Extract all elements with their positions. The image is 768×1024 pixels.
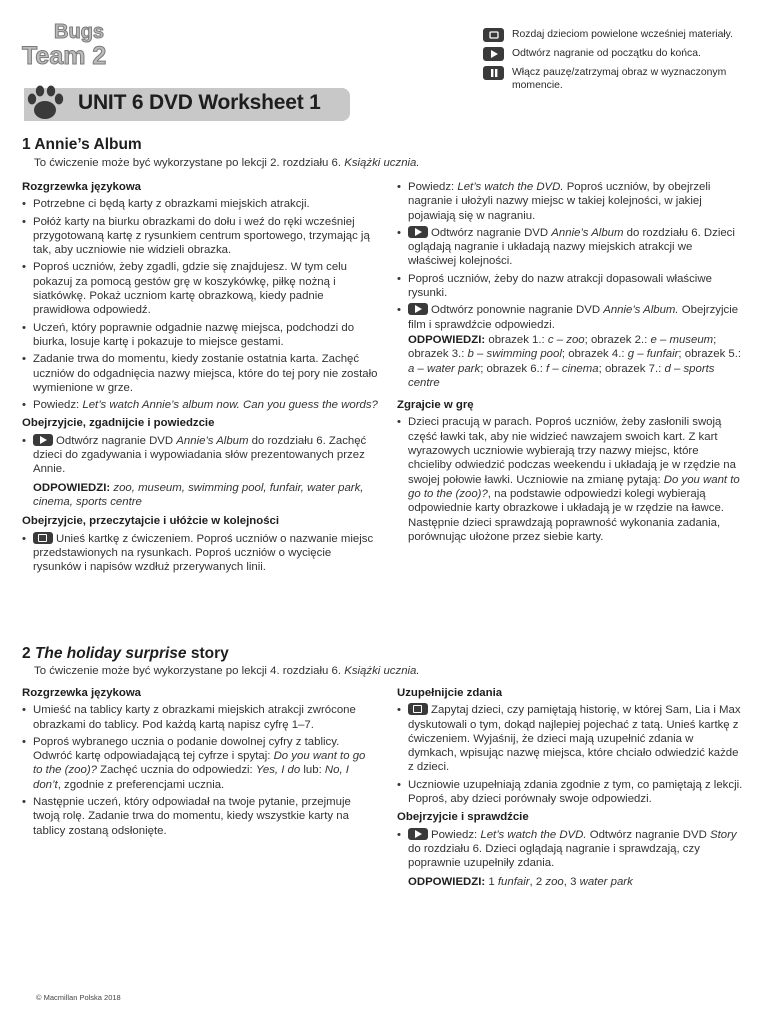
italic-text: funfair: [497, 875, 530, 888]
list-item: [397, 226, 743, 269]
text: Zachęć ucznia do odpowiedzi:: [96, 764, 256, 777]
italic-text: e – museum: [650, 333, 714, 346]
list-item: [22, 532, 378, 575]
legend-row: [483, 47, 753, 61]
legend-text: Włącz pauzę/zatrzymaj obraz w wyznaczonym momencie.: [512, 67, 727, 91]
section-1-intro: [34, 157, 420, 169]
play-icon: [408, 303, 428, 315]
italic-text: Story: [710, 828, 737, 841]
card-icon: [483, 28, 504, 42]
intro-book: Książki ucznia.: [344, 157, 420, 169]
legend-row: [483, 66, 753, 92]
section-title: Annie’s Album: [34, 136, 142, 153]
list-item: • Poproś uczniów, żeby do nazw atrakcji dopasowali właściwe rysunki.: [397, 272, 743, 301]
italic-text: d – sports centre: [408, 362, 715, 389]
logo-line1: Bugs: [54, 21, 104, 43]
card-icon: [33, 532, 53, 544]
text: , zgodnie z preferencjami ucznia.: [57, 778, 225, 791]
text: Odtwórz ponownie nagranie DVD: [431, 304, 604, 317]
text: Powiedz:: [408, 181, 458, 193]
text: , na podstawie odpowiedzi kolegi wybierają odpowiednie karty obrazkowe i układają je w rzędzie na ławce. Następnie dzieci sprawdzają poprawność wykonania zadania, porównując ułożone przez siebie karty.: [408, 487, 724, 543]
text: obrazek 1.:: [485, 333, 548, 346]
text: Poproś uczniów, by obejrzeli nagranie i ułożyli nazwy miejsc w takiej kolejności, w jakiej pojawiają się w nagraniu.: [408, 181, 711, 222]
fill-list: [397, 703, 743, 806]
section-1-left-column: [22, 180, 378, 578]
list-item: • Umieść na tablicy karty z obrazkami miejskich atrakcji zwrócone obrazkami do tablicy. Pod każdą kartą napisz cyfrę 1–7.: [22, 703, 378, 732]
order-list: [22, 532, 378, 575]
game-list: [397, 415, 743, 544]
watch-order-list: [397, 180, 743, 332]
list-item: • Potrzebne ci będą karty z obrazkami miejskich atrakcji.: [22, 197, 378, 211]
legend-row: [483, 28, 753, 42]
section-title-italic: The holiday surprise: [34, 645, 187, 662]
answers-2: [408, 333, 743, 390]
italic-text: f – cinema: [546, 362, 599, 375]
section-title: story: [186, 645, 229, 662]
italic-text: Let’s watch Annie’s album now. Can you guess the words?: [82, 399, 378, 412]
section-2-heading: [22, 645, 229, 663]
text: ; obrazek 6.:: [480, 362, 547, 375]
page-title: UNIT 6 DVD Worksheet 1: [78, 91, 321, 114]
section-number: 1: [22, 136, 31, 153]
legend-text: Rozdaj dzieciom powielone wcześniej materiały.: [512, 29, 733, 40]
copyright-footer: © Macmillan Polska 2018: [36, 993, 121, 1002]
text: do rozdziału 6. Dzieci oglądają nagranie i sprawdzają, czy poprawnie uzupełniły zdania.: [408, 842, 700, 870]
subheading-order: Obejrzyjcie, przeczytajcie i ułóżcie w kolejności: [22, 515, 280, 528]
italic-text: Do you want to go to the (zoo)?: [408, 473, 740, 500]
list-item: • Zadanie trwa do momentu, kiedy zostanie ostatnia karta. Zachęć uczniów do odgadnięcia nazwy miejsca, które do tej pory nie zostało wymienione w grze.: [22, 352, 378, 395]
intro-text: To ćwiczenie może być wykorzystane po lekcji 4. rozdziału 6.: [34, 665, 342, 677]
list-item: [22, 735, 378, 792]
italic-text: Do you want to go to the (zoo)?: [33, 750, 366, 777]
paw-icon: [24, 82, 66, 124]
warmup-list: [22, 703, 378, 838]
italic-text: Yes, I do: [255, 764, 301, 777]
section-2-intro: [34, 665, 420, 677]
answers-label: ODPOWIEDZI:: [33, 481, 111, 494]
answers-label: ODPOWIEDZI:: [408, 875, 486, 888]
list-item: [397, 303, 743, 332]
text: Odtwórz nagranie DVD: [56, 434, 177, 447]
play-icon: [483, 47, 504, 61]
section-number: 2: [22, 645, 31, 662]
list-item: [22, 398, 378, 412]
play-icon: [408, 828, 428, 840]
italic-text: Let’s watch the DVD.: [457, 181, 564, 193]
text: lub:: [300, 764, 325, 777]
text: , 2: [529, 875, 546, 888]
italic-text: zoo: [545, 875, 564, 888]
list-item: • Uczeń, który poprawnie odgadnie nazwę miejsca, podchodzi do biurka, losuje kartę i pokazuje to miejsce gestami.: [22, 321, 378, 350]
subheading-warmup: Rozgrzewka językowa: [22, 687, 142, 699]
text: Zapytaj dzieci, czy pamiętają historię, w której Sam, Lia i Max dyskutowali o tym, dokąd najlepiej pojechać z tatą. Unieś kartkę z ćwiczeniem. Wyjaśnij, że dzieci mają uzupełnić zdania w dymkach, wpisując nazwę miejsca, które chciało odwiedzić każde z dzieci.: [408, 704, 741, 774]
list-item: • Połóż karty na biurku obrazkami do dołu i weź do ręki wcześniej przygotowaną kartę z rysunkiem centrum sportowego, trzymając ją tak, aby uczniowie nie widzieli obrazka.: [22, 215, 378, 258]
italic-text: Annie’s Album: [551, 226, 624, 239]
legend-text: Odtwórz nagranie od początku do końca.: [512, 48, 701, 59]
text: 1: [485, 875, 498, 888]
list-item: [397, 703, 743, 774]
text: Obejrzyjcie film i sprawdźcie odpowiedzi.: [408, 304, 739, 331]
list-item: • Następnie uczeń, który odpowiadał na twoje pytanie, przejmuje twoją rolę. Zadanie trwa do momentu, kiedy wszystkie karty na tablicy zostaną odsłonięte.: [22, 795, 378, 838]
italic-text: a – water park: [408, 362, 481, 375]
logo-line2: Team 2: [22, 42, 107, 70]
subheading-game: Zgrajcie w grę: [397, 399, 474, 412]
text: do rozdziału 6. Dzieci oglądają nagranie i układają nazwy miejskich atrakcji we właściwej kolejności.: [408, 226, 735, 268]
text: ; obrazek 5.:: [678, 348, 742, 361]
play-icon: [33, 434, 53, 446]
italic-text: g – funfair: [627, 348, 679, 361]
italic-text: Annie’s Album: [176, 434, 249, 447]
subheading-watch-guess: Obejrzyjcie, zgadnijcie i powiedzcie: [22, 417, 215, 430]
text: ; obrazek 4.:: [561, 348, 628, 361]
text: ; obrazek 7.:: [598, 362, 665, 375]
italic-text: c – zoo: [547, 333, 585, 346]
text: , 3: [563, 875, 580, 888]
section-1-heading: [22, 136, 142, 154]
section-2-left-column: [22, 686, 378, 842]
section-2-right-column: [397, 686, 743, 894]
card-icon: [408, 703, 428, 715]
answers-label: ODPOWIEDZI:: [408, 333, 486, 346]
intro-text: To ćwiczenie może być wykorzystane po lekcji 2. rozdziału 6.: [34, 157, 342, 169]
italic-text: Let’s watch the DVD.: [480, 828, 587, 841]
check-list: [397, 828, 743, 871]
warmup-list: [22, 197, 378, 412]
list-item: • Poproś uczniów, żeby zgadli, gdzie się znajdujesz. W tym celu pokazuj za pomocą gestów grę w koszykówkę, piłkę nożną i siatkówkę. Pokaż uczniom kartę obrazkową, kiedy padnie prawidłowa odpowiedź.: [22, 260, 378, 317]
text: Unieś kartkę z ćwiczeniem. Poproś uczniów o nazwanie miejsc przedstawionych na rysunkach. Poproś uczniów o wycięcie rysunków i napisów wzdłuż przerywanych linii.: [33, 532, 374, 574]
bugs-team-logo: [20, 18, 138, 74]
subheading-check: Obejrzyjcie i sprawdźcie: [397, 811, 529, 824]
text: Poproś wybranego ucznia o podanie dowolnej cyfry z tablicy. Odwróć kartę odpowiadającą tej cyfrze i spytaj:: [33, 735, 340, 763]
watch-list: [22, 434, 378, 477]
list-item: [22, 434, 378, 477]
list-item: [397, 415, 743, 544]
subheading-warmup: Rozgrzewka językowa: [22, 181, 142, 193]
text: Odtwórz nagranie DVD: [586, 828, 710, 841]
italic-text: No, I don’t: [33, 764, 349, 791]
italic-text: water park: [579, 875, 633, 888]
answers-text: zoo, museum, swimming pool, funfair, water park, cinema, sports centre: [33, 481, 364, 508]
list-item: • Uczniowie uzupełniają zdania zgodnie z tym, co pamiętają z lekcji. Poproś, aby dzieci porównały swoje odpowiedzi.: [397, 778, 743, 807]
text: Powiedz:: [431, 828, 481, 841]
icon-legend: [483, 28, 753, 97]
text: Odtwórz nagranie DVD: [431, 226, 552, 239]
play-icon: [408, 226, 428, 238]
section-1-right-column: [397, 180, 743, 548]
text: ; obrazek 3.:: [408, 333, 717, 361]
text: Powiedz:: [33, 399, 83, 412]
italic-text: b – swimming pool: [467, 348, 562, 361]
list-item: [397, 180, 743, 223]
text: ; obrazek 2.:: [584, 333, 651, 346]
answers-3: [408, 875, 743, 889]
text: Dzieci pracują w parach. Poproś uczniów, żeby zasłonili swoją część ławki tak, aby nie widzieć nawzajem swoich kart. Z kart wyrazowych uczniowie wybierają trzy nazwy miejsc, które chcieliby odwiedzić podczas weekendu i układają je w rzędzie na swojej połowie ławki. Uczniowie na zmianę pytają:: [408, 416, 736, 486]
pause-icon: [483, 66, 504, 80]
subheading-fill: Uzupełnijcie zdania: [397, 687, 503, 699]
text: do rozdziału 6. Zachęć dzieci do zgadywania i wypowiadania słów prezentowanych przez Annie.: [33, 434, 367, 476]
answers-1: [33, 481, 378, 510]
list-item: [397, 828, 743, 871]
italic-text: Annie’s Album.: [603, 304, 679, 317]
intro-book: Książki ucznia.: [344, 665, 420, 677]
